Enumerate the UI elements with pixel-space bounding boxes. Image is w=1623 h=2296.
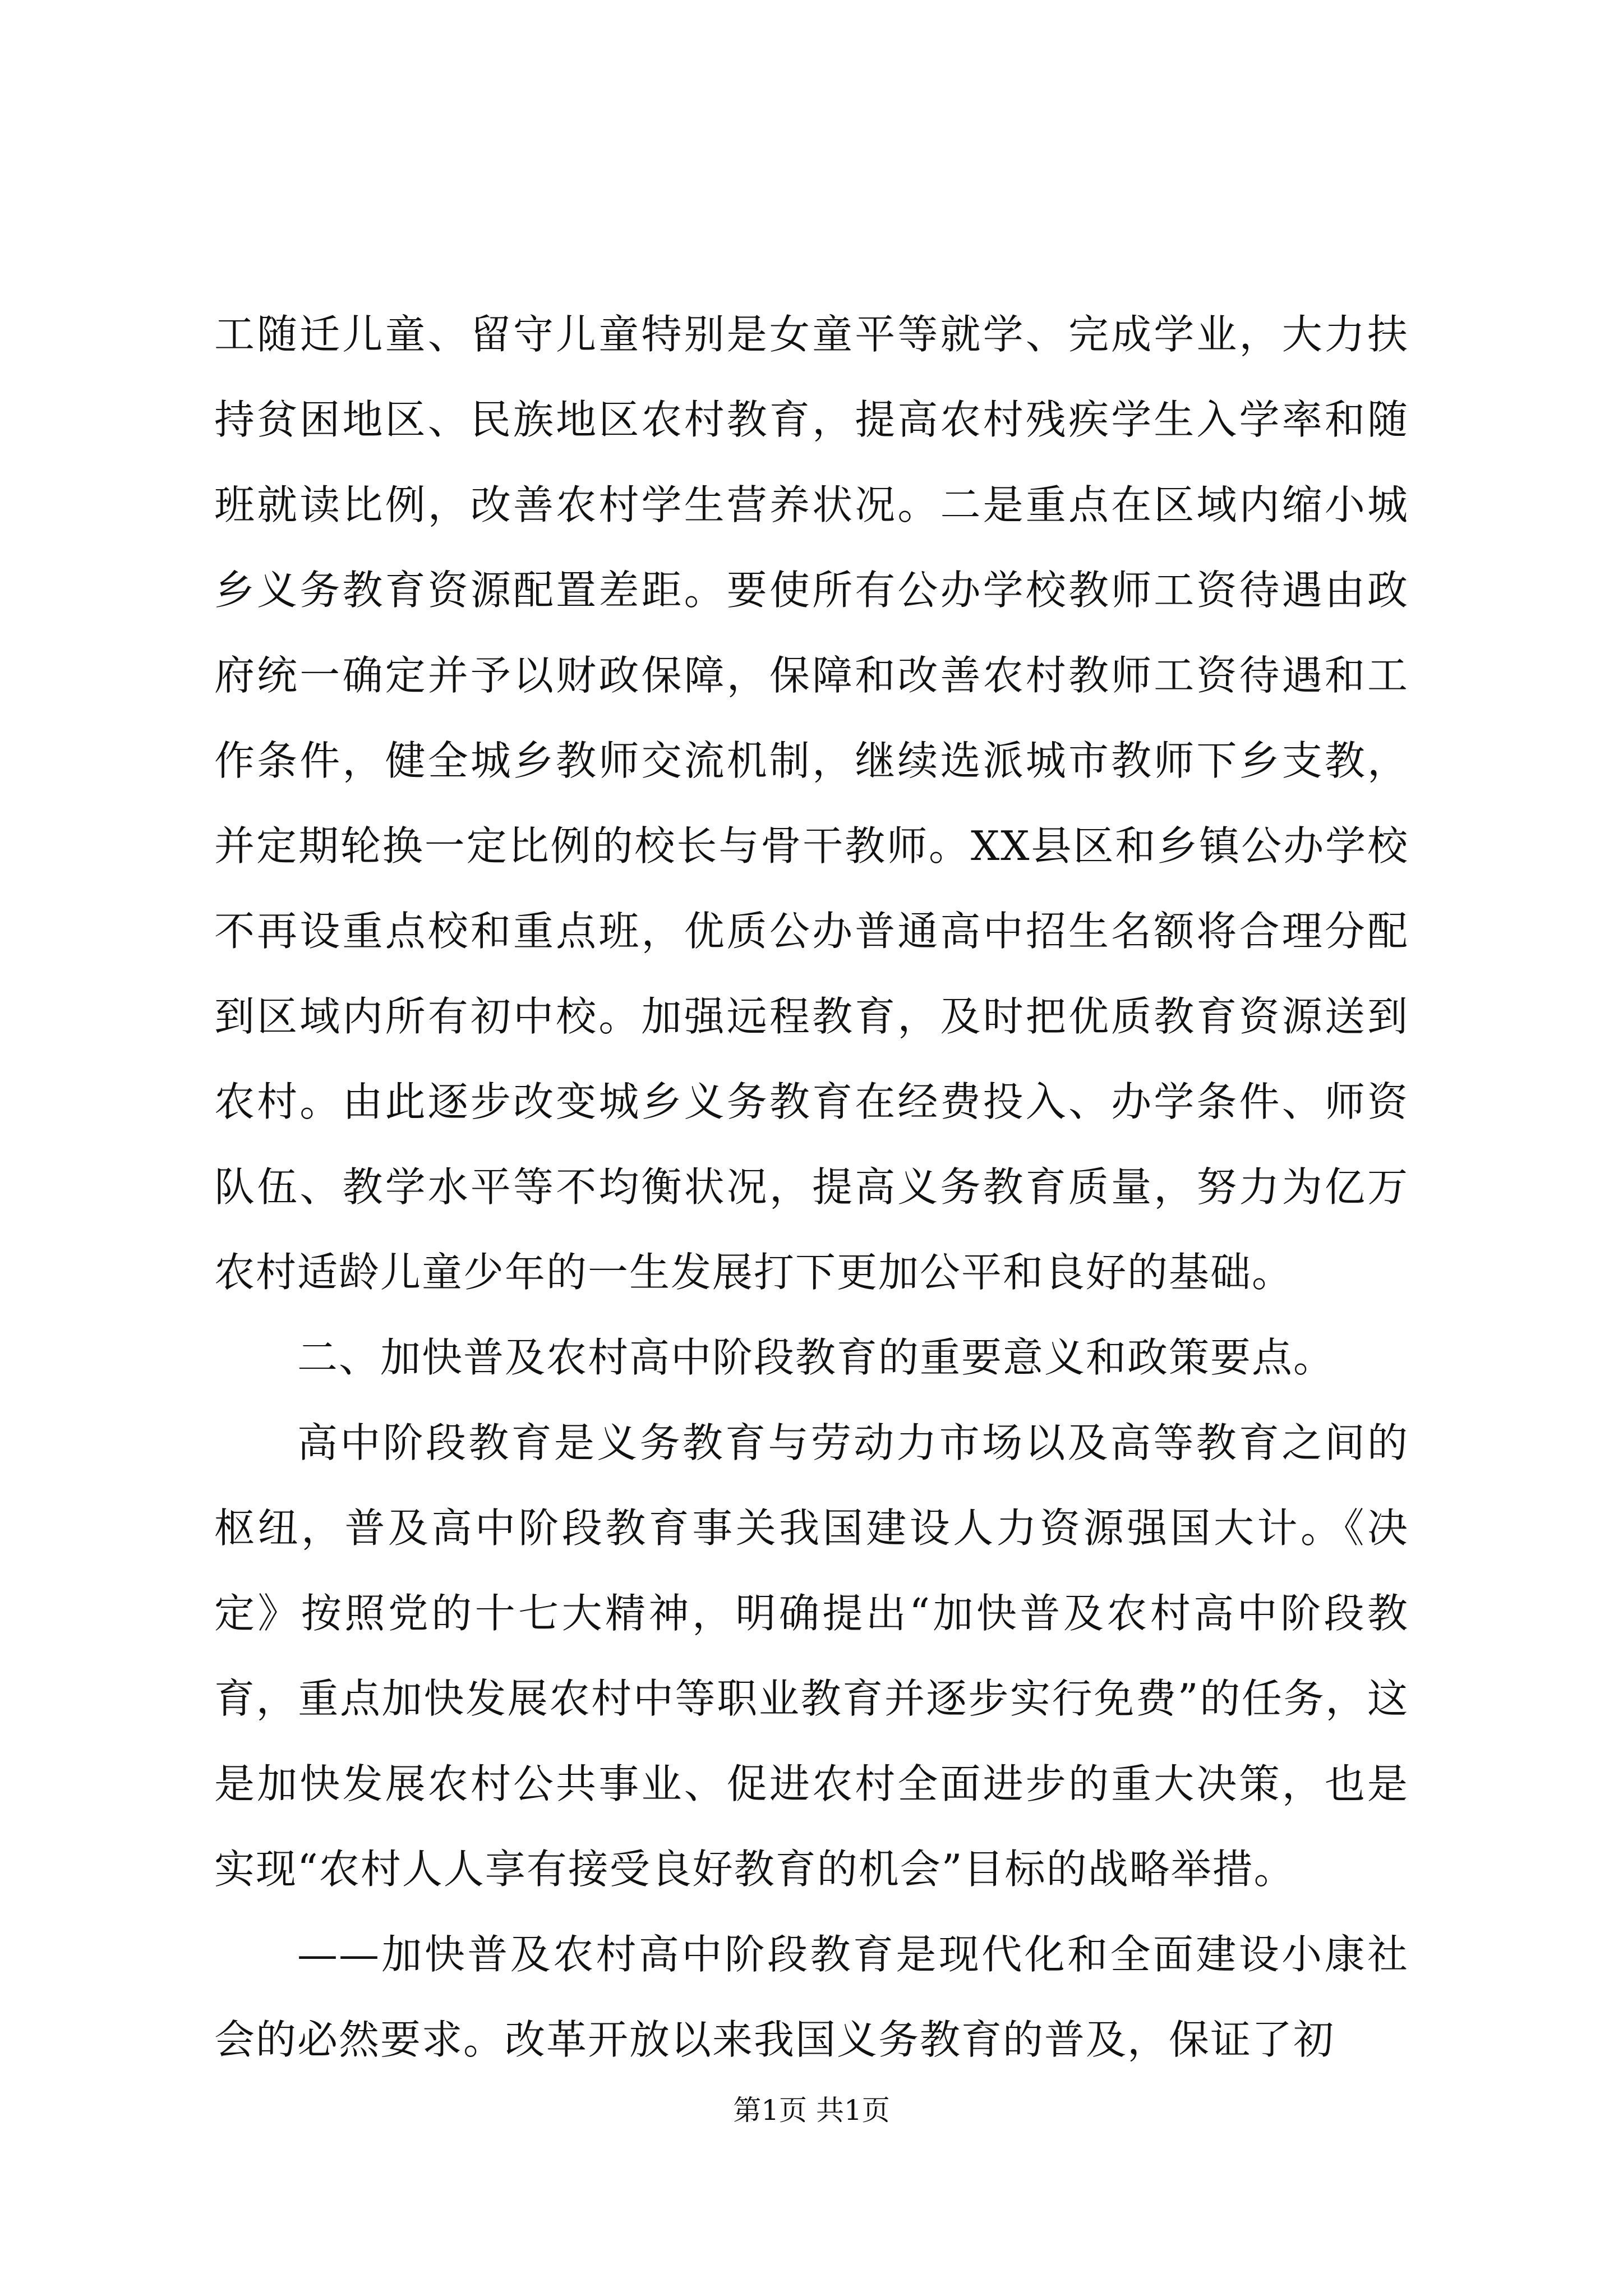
document-body [214,292,1409,2082]
paragraph-3: 高中阶段教育是义务教育与劳动力市场以及高等教育之间的枢纽，普及高中阶段教育事关我国建设人力资源强国大计。《决定》按照党的十七大精神，明确提出“加快普及农村高中阶段教育，重点加快发展农村中等职业教育并逐步实行免费”的任务，这是加快发展农村公共事业、促进农村全面进步的重大决策，也是实现“农村人人享有接受良好教育的机会”目标的战略举措。 [214,1419,1409,1893]
paragraph-2-section-heading: 二、加快普及农村高中阶段教育的重要意义和政策要点。 [297,1334,1335,1381]
page-number-footer: 第1页 共1页 [733,2094,890,2127]
paragraph-1: 工随迁儿童、留守儿童特别是女童平等就学、完成学业，大力扶持贫困地区、民族地区农村教育，提高农村残疾学生入学率和随班就读比例，改善农村学生营养状况。二是重点在区域内缩小城乡义务教育资源配置差距。要使所有公办学校教师工资待遇由政府统一确定并予以财政保障，保障和改善农村教师工资待遇和工作条件，健全城乡教师交流机制，继续选派城市教师下乡支教，并定期轮换一定比例的校长与骨干教师。XX县区和乡镇公办学校不再设重点校和重点班，优质公办普通高中招生名额将合理分配到区域内所有初中校。加强远程教育，及时把优质教育资源送到农村。由此逐步改变城乡义务教育在经费投入、办学条件、师资队伍、教学水平等不均衡状况，提高义务教育质量，努力为亿万农村适龄儿童少年的一生发展打下更加公平和良好的基础。 [214,311,1409,1296]
paragraph-4: ——加快普及农村高中阶段教育是现代化和全面建设小康社会的必然要求。改革开放以来我国义务教育的普及，保证了初 [214,1931,1409,2063]
